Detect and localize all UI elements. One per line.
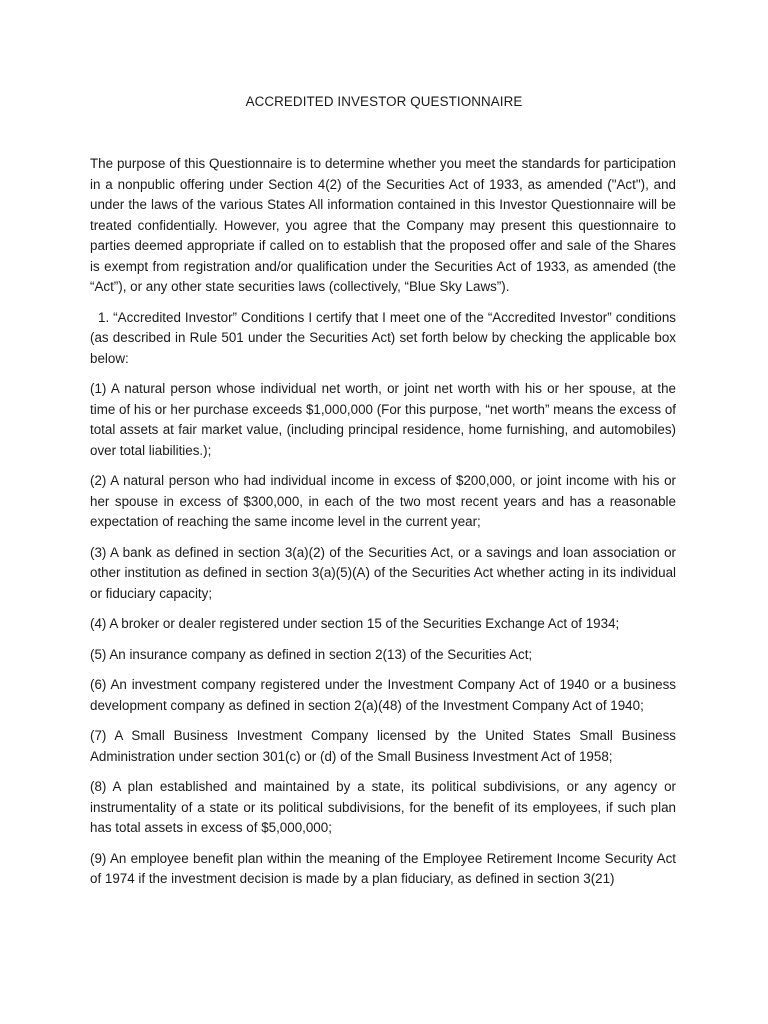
condition-7-paragraph: (7) A Small Business Investment Company licensed by the United States Small Business Administration under section 301(c) or (d) of the Small Business Investment Act of 1958; [90, 728, 676, 764]
document-title: ACCREDITED INVESTOR QUESTIONNAIRE [245, 94, 523, 109]
condition-3-paragraph: (3) A bank as defined in section 3(a)(2) of the Securities Act, or a savings and loan association or other institution as defined in section 3(a)(5)(A) of the Securities Act whether acting in its individual or fiduciary capacity; [90, 544, 676, 601]
condition-9-paragraph: (9) An employee benefit plan within the meaning of the Employee Retirement Income Security Act of 1974 if the investment decision is made by a plan fiduciary, as defined in section 3(21) [90, 850, 676, 886]
condition-4-paragraph: (4) A broker or dealer registered under section 15 of the Securities Exchange Act of 1934; [90, 616, 620, 631]
purpose-paragraph: The purpose of this Questionnaire is to determine whether you meet the standards for participation in a nonpublic offering under Section 4(2) of the Securities Act of 1933, as amended ("Act"), and under the laws of the various States All information contained in this Investor Questionnaire will be treated confidentially. However, you agree that the Company may present this questionnaire to parties deemed appropriate if called on to establish that the proposed offer and sale of the Shares is exempt from registration and/or qualification under the Securities Act of 1933, as amended (the “Act”), or any other state securities laws (collectively, “Blue Sky Laws”). [90, 156, 676, 294]
document-body [90, 154, 676, 900]
condition-8-paragraph: (8) A plan established and maintained by a state, its political subdivisions, or any agency or instrumentality of a state or its political subdivisions, for the benefit of its employees, if such plan has total assets in excess of $5,000,000; [90, 779, 676, 835]
condition-5-paragraph: (5) An insurance company as defined in section 2(13) of the Securities Act; [90, 646, 533, 662]
condition-1-paragraph: (1) A natural person whose individual net worth, or joint net worth with his or her spouse, at the time of his or her purchase exceeds $1,000,000 (For this purpose, “net worth” means the excess of total assets at fair market value, (including principal residence, home furnishing, and automobiles) over total liabilities.); [90, 381, 676, 458]
accredited-investor-conditions-paragraph: 1. “Accredited Investor” Conditions I certify that I meet one of the “Accredited Investor” conditions (as described in Rule 501 under the Securities Act) set forth below by checking the applicable box below: [90, 309, 676, 366]
condition-2-paragraph: (2) A natural person who had individual income in excess of $200,000, or joint income with his or her spouse in excess of $300,000, in each of the two most recent years and has a reasonable expectation of reaching the same income level in the current year; [90, 473, 676, 529]
condition-6-paragraph: (6) An investment company registered under the Investment Company Act of 1940 or a business development company as defined in section 2(a)(48) of the Investment Company Act of 1940; [90, 677, 676, 713]
